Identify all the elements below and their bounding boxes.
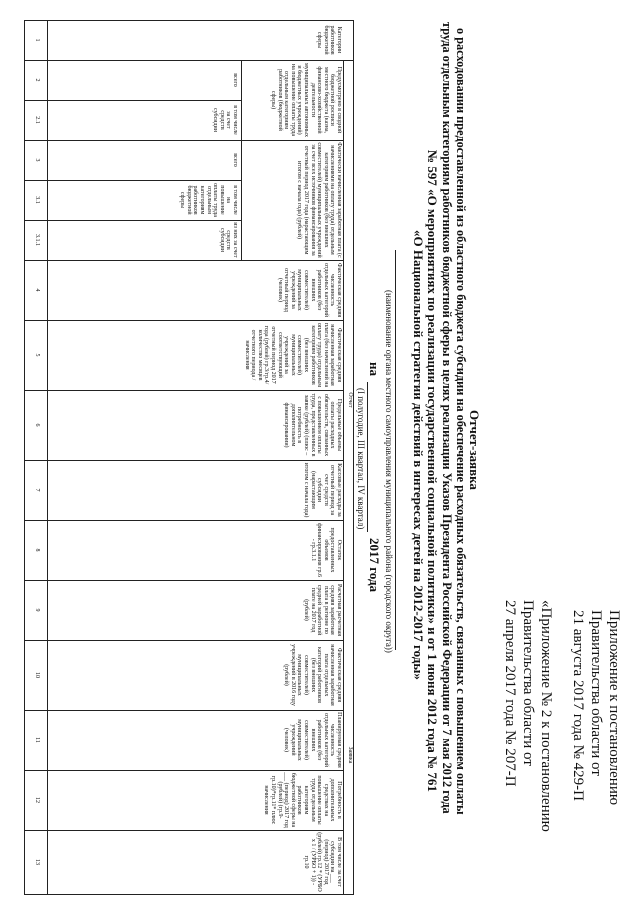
col-divider xyxy=(24,320,344,321)
title-line-2: о расходовании предоставленной из областного бюджета субсидии на обеспечение расходных обязательств, связанных с повышением оплаты xyxy=(454,28,468,815)
col-number: 11 xyxy=(34,737,40,743)
col-divider xyxy=(24,580,344,581)
header-col-3-raise: в том числе на повышение оплаты труда отдельным категориям работников бюджетной сферы xyxy=(179,183,238,217)
group-request: Заявка xyxy=(347,746,353,764)
header-col-9: Расчетная расчетная средняя заработная плата в регионе по средней заработной плате на 2017 год (рублей) xyxy=(303,583,342,637)
group-report: Отчет xyxy=(347,392,353,408)
col-divider xyxy=(24,140,344,141)
table-border-left xyxy=(24,20,354,21)
period-caption: (I полугодие, III квартал, IV квартал) xyxy=(356,388,366,530)
subcol-divider xyxy=(24,180,242,181)
header-col-10: Фактическая средняя начисленная заработная плата отдельных категорий работников (без внешних совместителей) муниципальных учреждений в 2016 году (рублей) xyxy=(283,644,342,706)
header-line-1: Приложение к постановлению xyxy=(606,610,622,806)
header-col-12: Потребность в дополнительных средствах на повышение оплаты труда отдельным категориям работников бюджетной сферы на ___ (период) 2017 год (рублей) (гр.9-гр.10)*гр.11* плюс начисления xyxy=(263,772,342,828)
col-number: 3.1.1 xyxy=(34,234,40,246)
header-col-3: Фактически начисленная заработная плата (с начислениями на оплату труда) отдельным категориям работников (без внешних совместителей) муниципальных учреждений за счет всех источников финансирования за отчетный период 2017 года (нарастающим итогом с начала года) (рублей) xyxy=(296,142,342,258)
subheader-divider xyxy=(241,140,242,260)
table-border-top xyxy=(353,20,354,895)
subcol-divider xyxy=(24,220,242,221)
header-line-4: «Приложение № 2 к постановлению xyxy=(538,600,554,832)
col-divider xyxy=(24,520,344,521)
header-col-3-total: всего xyxy=(232,153,238,167)
col-divider xyxy=(24,640,344,641)
col-divider xyxy=(24,390,344,391)
header-col-2-subsidy: в том числе за счет средств субсидии xyxy=(212,105,238,135)
header-col-4: Фактическая средняя численность отдельных категорий работников (без внешних совместителей) муниципальных учреждений за отчетный период (человек) xyxy=(276,262,342,318)
col-number: 4 xyxy=(34,288,40,292)
col-number: 13 xyxy=(34,859,40,865)
col-number: 7 xyxy=(34,488,40,492)
period-underline xyxy=(367,382,368,532)
col-divider xyxy=(24,60,354,61)
title-line-1: Отчет-заявка xyxy=(467,410,482,490)
period-year: 2017 года xyxy=(367,538,382,593)
col-divider xyxy=(24,770,344,771)
col-number: 2 xyxy=(34,78,40,82)
title-line-4: № 597 «О мероприятиях по реализации государственной социальной политики» и от 1 июня 2012 года № 761 xyxy=(425,150,440,792)
org-underline xyxy=(395,250,396,650)
header-col-2: Предусмотрено в сводной бюджетной росписи местного бюджета (казна, финансово-хозяйственной деятельности муниципальных автономных и бюджетных учреждений) на повышение оплаты труда отдельным категориям работников (бюджетной сферы) xyxy=(270,62,342,138)
table-border-right xyxy=(24,894,354,895)
header-line-3: 21 августа 2017 года № 429-П xyxy=(570,610,586,801)
col-number: 2.1 xyxy=(34,116,40,124)
header-col-13: В том числе за счет субсидии на ___ (период) 2017 год (рублей) гр.12 * (УРБО x 1 / (УРБО + 1)) - гр.10 xyxy=(303,832,342,892)
col-number: 12 xyxy=(34,797,40,803)
col-number: 10 xyxy=(34,672,40,678)
period-na: на xyxy=(367,362,382,376)
header-col-8: Остаток предоставленных объемов финансирования гр.6 - гр.3.1.1 xyxy=(309,522,342,578)
col-number: 5 xyxy=(34,353,40,357)
col-divider xyxy=(24,460,344,461)
header-col-6: Предельные объемы оплаты расходных обязательств, связанных с повышением оплаты труда, представленных в заявке (рублей) (плюс – потребность в дополнительном финансировании) xyxy=(283,393,342,457)
subcol-divider xyxy=(24,100,242,101)
col-number: 3.1 xyxy=(34,196,40,204)
header-col-2-total: всего xyxy=(232,73,238,87)
col-number: 6 xyxy=(34,423,40,427)
col-divider xyxy=(24,260,344,261)
title-line-3: труда отдельным категориям работников бюджетной сферы в целях реализации Указов Президента Российской Федерации от 7 мая 2012 года xyxy=(440,22,454,814)
table-border-bottom xyxy=(24,20,25,895)
col-divider xyxy=(24,830,344,831)
header-col-1: Категории работников бюджетной сферы xyxy=(316,25,342,55)
report-table xyxy=(24,20,354,895)
header-col-7: Кассовые расходы за отчетный период за счет средств субсидии (нарастающим итогом с начала года) xyxy=(303,462,342,518)
header-col-3-subsidy: из них за счет средств субсидии xyxy=(218,222,238,258)
title-line-5: «О Национальной стратегии действий в интересах детей на 2012-2017 годы» xyxy=(411,230,426,680)
header-col-5: Фактическая средняя начисленная заработная плата (без начислений на оплату труда) отдельным категориям работников (без внешних совместителей) муниципальных учреждений за соответствующий отчетный период 2017 года (рублей) гр.3/гр.4/количество месяцев отчетного периода / начисления xyxy=(243,322,342,388)
col-number: 9 xyxy=(34,608,40,612)
col-number: 8 xyxy=(34,548,40,552)
header-col-11: Планируемая средняя численность отдельных категорий работников (без внешних совместителей) муниципальных учреждений (человек) xyxy=(283,712,342,768)
col-number: 1 xyxy=(34,38,40,42)
org-caption: (наименование органа местного самоуправления муниципального района (городского округа)) xyxy=(384,290,394,653)
header-line-5: Правительства области от xyxy=(520,600,536,766)
col-number: 3 xyxy=(34,158,40,162)
header-line-2: Правительства области от xyxy=(588,610,604,776)
col-divider xyxy=(24,710,344,711)
number-row-top xyxy=(47,20,48,895)
header-line-6: 27 апреля 2017 года № 207-П xyxy=(502,600,518,787)
